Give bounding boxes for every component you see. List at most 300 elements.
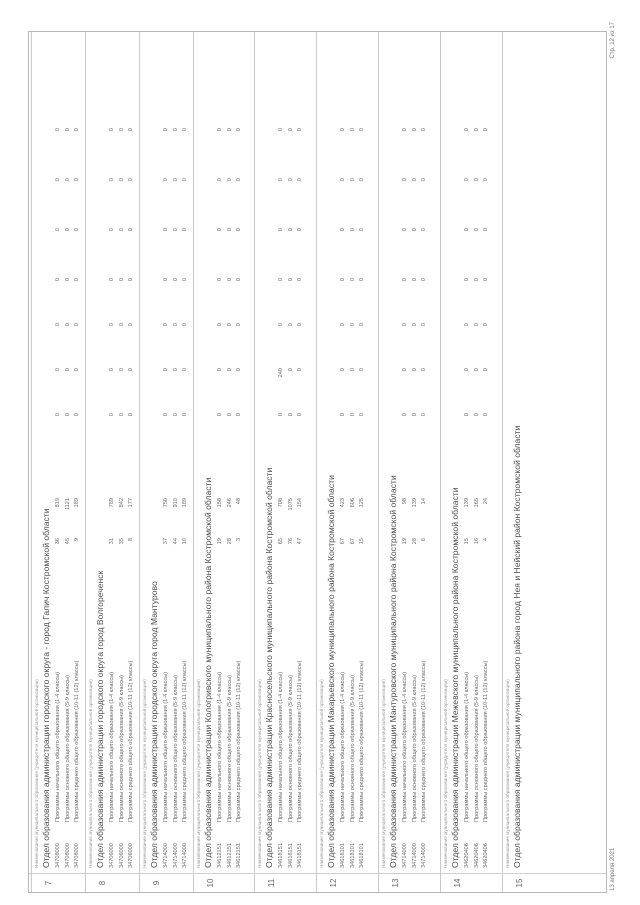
row-value: 0 xyxy=(278,178,284,182)
row-program: Программы основного общего образования (5-9 классы) xyxy=(349,675,356,822)
row-program: Программы начального общего образования (1-4 классы) xyxy=(278,671,284,822)
row-program: Программы среднего общего образования (10-11 (12) классы) xyxy=(182,660,188,822)
row-code: 34618151 xyxy=(297,843,303,868)
table-row xyxy=(119,38,128,868)
row-value: 0 xyxy=(182,278,188,282)
row-code: 34706000 xyxy=(109,843,115,868)
row-value: 0 xyxy=(236,368,242,372)
row-code: 34620406 xyxy=(483,843,489,868)
row-value: 0 xyxy=(402,278,408,282)
row-value: 0 xyxy=(359,413,365,417)
row-value: 0 xyxy=(64,178,71,182)
row-program: Программы начального общего образования (1-4 классы) xyxy=(340,671,346,822)
row-value: 0 xyxy=(64,228,71,232)
section-title: Отдел образования администрации городского округа город Мантурово xyxy=(149,581,159,868)
row-value: 0 xyxy=(128,128,134,132)
section-13 xyxy=(378,32,441,892)
row-value: 67 xyxy=(349,538,356,545)
row-value: 158 xyxy=(217,498,223,508)
row-value: 0 xyxy=(226,368,233,372)
row-program: Программы начального общего образования (1-4 классы) xyxy=(464,671,470,822)
row-value: 0 xyxy=(109,228,115,232)
row-value: 28 xyxy=(226,538,233,545)
row-value: 0 xyxy=(349,128,356,132)
table-row xyxy=(297,38,306,868)
row-value: 0 xyxy=(109,128,115,132)
row-value: 0 xyxy=(118,413,125,417)
row-value: 0 xyxy=(340,178,346,182)
section-9 xyxy=(139,32,194,892)
row-value: 0 xyxy=(172,368,179,372)
row-value: 0 xyxy=(473,128,480,132)
table-row xyxy=(464,38,473,868)
row-value: 0 xyxy=(236,323,242,327)
row-value: 47 xyxy=(297,538,303,545)
row-value: 0 xyxy=(483,368,489,372)
row-program: Программы основного общего образования (5-9 классы) xyxy=(411,675,418,822)
row-value: 0 xyxy=(411,178,418,182)
row-value: 0 xyxy=(55,368,61,372)
row-value: 0 xyxy=(74,178,80,182)
section-10 xyxy=(193,32,255,892)
section-title: Отдел образования администрации Кологривского муниципального района Костромской области xyxy=(203,477,213,868)
row-value: 0 xyxy=(55,278,61,282)
section-number: 10 xyxy=(206,878,215,888)
table-row xyxy=(109,38,118,868)
row-value: 0 xyxy=(287,368,294,372)
section-subtitle: Наименование муниципального образования (учредителя муниципальной организации) xyxy=(142,679,147,868)
row-value: 0 xyxy=(118,228,125,232)
row-value: 0 xyxy=(74,128,80,132)
row-value: 0 xyxy=(236,413,242,417)
row-value: 0 xyxy=(217,323,223,327)
row-value: 0 xyxy=(163,128,169,132)
row-value: 0 xyxy=(182,228,188,232)
row-value: 910 xyxy=(172,498,179,508)
row-value: 0 xyxy=(182,413,188,417)
row-value: 0 xyxy=(172,413,179,417)
section-11 xyxy=(254,32,317,892)
row-value: 0 xyxy=(128,368,134,372)
row-value: 139 xyxy=(464,498,470,508)
section-subtitle: Наименование муниципального образования (учредителя муниципальной организации) xyxy=(257,679,262,868)
row-value: 0 xyxy=(402,368,408,372)
row-value: 0 xyxy=(359,128,365,132)
row-value: 0 xyxy=(297,128,303,132)
row-value: 9 xyxy=(74,538,80,542)
row-value: 0 xyxy=(172,278,179,282)
row-value: 240 xyxy=(278,368,284,378)
row-value: 1075 xyxy=(287,498,294,511)
row-value: 6 xyxy=(421,538,427,542)
row-code: 34708000 xyxy=(55,843,61,868)
row-value: 246 xyxy=(226,498,233,508)
row-value: 0 xyxy=(226,228,233,232)
row-value: 0 xyxy=(421,128,427,132)
row-code: 34618151 xyxy=(287,843,294,868)
row-program: Программы среднего общего образования (10-11 (12) классы) xyxy=(483,660,489,822)
row-value: 0 xyxy=(55,178,61,182)
row-value: 0 xyxy=(297,278,303,282)
section-subtitle: Наименование муниципального образования (учредителя муниципальной организации) xyxy=(319,679,324,868)
row-program: Программы основного общего образования (5-9 классы) xyxy=(226,675,233,822)
row-value: 0 xyxy=(236,278,242,282)
table-row xyxy=(227,38,236,868)
row-value: 0 xyxy=(226,278,233,282)
table-row xyxy=(182,38,191,868)
row-value: 0 xyxy=(464,128,470,132)
row-value: 0 xyxy=(402,228,408,232)
row-code: 34620406 xyxy=(473,843,480,868)
section-subtitle: Наименование муниципального образования (учредителя муниципальной организации) xyxy=(443,679,448,868)
row-value: 0 xyxy=(74,368,80,372)
row-value: 0 xyxy=(473,178,480,182)
row-value: 0 xyxy=(278,323,284,327)
row-code: 34618101 xyxy=(340,843,346,868)
row-value: 0 xyxy=(421,278,427,282)
table-row xyxy=(278,38,287,868)
row-value: 0 xyxy=(287,178,294,182)
row-value: 15 xyxy=(359,538,365,545)
row-value: 0 xyxy=(411,278,418,282)
row-value: 0 xyxy=(163,368,169,372)
row-value: 0 xyxy=(128,228,134,232)
table-row xyxy=(402,38,411,868)
row-program: Программы основного общего образования (5-9 классы) xyxy=(473,675,480,822)
row-value: 3 xyxy=(236,538,242,542)
row-program: Программы среднего общего образования (10-11 (12) классы) xyxy=(297,660,303,822)
row-program: Программы среднего общего образования (10-11 (12) классы) xyxy=(128,660,134,822)
row-value: 48 xyxy=(236,498,242,505)
row-value: 0 xyxy=(118,278,125,282)
row-value: 65 xyxy=(278,538,284,545)
row-value: 36 xyxy=(55,538,61,545)
row-value: 0 xyxy=(349,228,356,232)
row-value: 0 xyxy=(359,178,365,182)
row-value: 0 xyxy=(55,413,61,417)
row-value: 750 xyxy=(163,498,169,508)
row-value: 0 xyxy=(359,368,365,372)
row-code: 34714000 xyxy=(172,843,179,868)
row-value: 0 xyxy=(109,278,115,282)
row-value: 708 xyxy=(278,498,284,508)
row-value: 0 xyxy=(172,128,179,132)
row-value: 0 xyxy=(464,178,470,182)
row-value: 16 xyxy=(473,538,480,545)
row-value: 0 xyxy=(74,323,80,327)
table-row xyxy=(483,38,492,868)
row-value: 0 xyxy=(340,128,346,132)
row-value: 0 xyxy=(340,323,346,327)
row-value: 0 xyxy=(359,278,365,282)
row-value: 0 xyxy=(421,368,427,372)
row-value: 4 xyxy=(483,538,489,542)
row-program: Программы начального общего образования (1-4 классы) xyxy=(55,671,61,822)
row-value: 0 xyxy=(278,413,284,417)
row-value: 0 xyxy=(217,413,223,417)
row-value: 139 xyxy=(411,498,418,508)
row-value: 35 xyxy=(118,538,125,545)
table-row xyxy=(217,38,226,868)
row-value: 0 xyxy=(217,368,223,372)
row-value: 0 xyxy=(217,128,223,132)
row-program: Программы основного общего образования (5-9 классы) xyxy=(172,675,179,822)
row-program: Программы начального общего образования (1-4 классы) xyxy=(402,671,408,822)
row-code: 34708000 xyxy=(64,843,71,868)
row-value: 0 xyxy=(172,323,179,327)
table-row xyxy=(474,38,483,868)
row-value: 0 xyxy=(297,178,303,182)
section-number: 12 xyxy=(329,878,338,888)
row-code: 34618101 xyxy=(349,843,356,868)
row-value: 177 xyxy=(128,498,134,508)
row-code: 34618151 xyxy=(278,843,284,868)
row-value: 0 xyxy=(109,368,115,372)
row-value: 0 xyxy=(402,413,408,417)
row-program: Программы среднего общего образования (10-11 (12) классы) xyxy=(421,660,427,822)
row-value: 0 xyxy=(464,278,470,282)
row-code: 34620406 xyxy=(464,843,470,868)
row-value: 0 xyxy=(402,178,408,182)
section-number: 11 xyxy=(267,878,276,888)
row-value: 0 xyxy=(109,413,115,417)
row-value: 125 xyxy=(359,498,365,508)
row-value: 44 xyxy=(172,538,179,545)
row-value: 8 xyxy=(128,538,134,542)
row-code: 34714000 xyxy=(163,843,169,868)
table-row xyxy=(412,38,421,868)
row-value: 0 xyxy=(287,323,294,327)
row-value: 0 xyxy=(182,178,188,182)
row-value: 0 xyxy=(349,413,356,417)
row-value: 0 xyxy=(172,178,179,182)
row-value: 0 xyxy=(278,128,284,132)
row-value: 0 xyxy=(226,178,233,182)
row-value: 0 xyxy=(163,228,169,232)
row-value: 0 xyxy=(421,413,427,417)
row-program: Программы среднего общего образования (10-11 (12) классы) xyxy=(236,660,242,822)
row-value: 0 xyxy=(483,228,489,232)
table-row xyxy=(128,38,137,868)
row-value: 0 xyxy=(421,323,427,327)
row-value: 0 xyxy=(464,323,470,327)
row-value: 0 xyxy=(464,228,470,232)
row-value: 0 xyxy=(483,178,489,182)
row-value: 842 xyxy=(118,498,125,508)
row-value: 154 xyxy=(297,498,303,508)
row-value: 0 xyxy=(359,228,365,232)
row-program: Программы начального общего образования (1-4 классы) xyxy=(217,671,223,822)
row-value: 0 xyxy=(74,413,80,417)
row-code: 34714000 xyxy=(421,843,427,868)
row-value: 0 xyxy=(118,323,125,327)
row-value: 0 xyxy=(421,228,427,232)
row-value: 0 xyxy=(411,128,418,132)
row-value: 0 xyxy=(411,368,418,372)
row-program: Программы начального общего образования (1-4 классы) xyxy=(109,671,115,822)
footer-page-number: Стр. 12 из 17 xyxy=(610,22,616,59)
row-value: 0 xyxy=(64,128,71,132)
row-value: 0 xyxy=(340,228,346,232)
row-value: 0 xyxy=(349,178,356,182)
row-value: 0 xyxy=(109,178,115,182)
row-program: Программы основного общего образования (5-9 классы) xyxy=(64,675,71,822)
row-value: 0 xyxy=(74,278,80,282)
row-value: 0 xyxy=(287,278,294,282)
section-number: 9 xyxy=(152,880,161,886)
row-value: 0 xyxy=(64,413,71,417)
row-value: 0 xyxy=(340,368,346,372)
section-title: Отдел образования администрации Красносельского муниципального района Костромской области xyxy=(264,467,274,868)
row-value: 0 xyxy=(217,178,223,182)
row-code: 34612151 xyxy=(217,843,223,868)
row-value: 0 xyxy=(64,323,71,327)
row-value: 0 xyxy=(64,368,71,372)
row-value: 0 xyxy=(287,128,294,132)
row-code: 34706000 xyxy=(118,843,125,868)
row-code: 34714000 xyxy=(402,843,408,868)
row-value: 0 xyxy=(128,278,134,282)
table-row xyxy=(173,38,182,868)
table-row xyxy=(74,38,83,868)
row-value: 0 xyxy=(172,228,179,232)
row-value: 67 xyxy=(340,538,346,545)
row-program: Программы среднего общего образования (10-11 (12) классы) xyxy=(74,660,80,822)
row-value: 0 xyxy=(128,178,134,182)
row-value: 0 xyxy=(287,228,294,232)
row-value: 0 xyxy=(118,178,125,182)
row-value: 0 xyxy=(473,278,480,282)
row-program: Программы основного общего образования (5-9 классы) xyxy=(287,675,294,822)
row-value: 0 xyxy=(464,413,470,417)
row-value: 0 xyxy=(226,323,233,327)
row-value: 0 xyxy=(411,413,418,417)
table-row xyxy=(55,38,64,868)
row-value: 98 xyxy=(402,498,408,505)
row-value: 0 xyxy=(297,413,303,417)
section-title: Отдел образования администрации Макарьевского муниципального района Костромской области xyxy=(326,475,336,868)
row-value: 0 xyxy=(402,128,408,132)
table-row xyxy=(359,38,368,868)
row-value: 0 xyxy=(473,228,480,232)
row-value: 0 xyxy=(340,413,346,417)
row-value: 0 xyxy=(464,368,470,372)
row-program: Программы среднего общего образования (10-11 (12) классы) xyxy=(359,660,365,822)
row-value: 0 xyxy=(118,368,125,372)
row-value: 0 xyxy=(217,228,223,232)
row-value: 0 xyxy=(340,278,346,282)
section-title: Отдел образования администрации городского округа - город Галич Костромской области xyxy=(41,508,51,868)
section-title: Отдел образования администрации Межевского муниципального района Костромской области xyxy=(450,487,460,868)
row-value: 0 xyxy=(74,228,80,232)
row-code: 34714000 xyxy=(411,843,418,868)
row-value: 423 xyxy=(340,498,346,508)
table-row xyxy=(421,38,430,868)
row-value: 0 xyxy=(483,128,489,132)
row-value: 0 xyxy=(278,278,284,282)
row-value: 789 xyxy=(109,498,115,508)
section-12 xyxy=(316,32,379,892)
row-value: 0 xyxy=(236,178,242,182)
row-program: Программы основного общего образования (5-9 классы) xyxy=(118,675,125,822)
row-value: 0 xyxy=(297,228,303,232)
row-value: 0 xyxy=(226,128,233,132)
section-number: 7 xyxy=(44,880,53,886)
row-value: 0 xyxy=(55,228,61,232)
row-value: 0 xyxy=(473,368,480,372)
row-value: 0 xyxy=(297,368,303,372)
section-15 xyxy=(502,32,578,892)
row-value: 0 xyxy=(217,278,223,282)
row-value: 0 xyxy=(128,323,134,327)
row-value: 0 xyxy=(163,278,169,282)
row-code: 34708000 xyxy=(74,843,80,868)
row-value: 0 xyxy=(236,228,242,232)
row-value: 0 xyxy=(236,128,242,132)
table-row xyxy=(340,38,349,868)
section-14 xyxy=(440,32,503,892)
row-value: 0 xyxy=(483,323,489,327)
row-value: 189 xyxy=(182,498,188,508)
row-value: 189 xyxy=(74,498,80,508)
row-value: 0 xyxy=(55,128,61,132)
table-frame xyxy=(28,31,607,893)
row-value: 0 xyxy=(421,178,427,182)
section-title: Отдел образования администрации Мантуровского муниципального района Костромской области xyxy=(388,475,398,868)
table-row xyxy=(163,38,172,868)
row-value: 606 xyxy=(349,498,356,508)
row-value: 0 xyxy=(163,413,169,417)
section-subtitle: Наименование муниципального образования (учредителя муниципальной организации) xyxy=(381,679,386,868)
section-number: 13 xyxy=(391,878,400,888)
section-7 xyxy=(31,32,86,892)
section-number: 15 xyxy=(515,878,524,888)
section-subtitle: Наименование муниципального образования (учредителя муниципальной организации) xyxy=(196,679,201,868)
row-value: 28 xyxy=(411,538,418,545)
row-value: 0 xyxy=(128,413,134,417)
row-value: 0 xyxy=(349,368,356,372)
row-value: 165 xyxy=(473,498,480,508)
section-8 xyxy=(85,32,140,892)
row-value: 819 xyxy=(55,498,61,508)
table-row xyxy=(350,38,359,868)
row-value: 0 xyxy=(182,323,188,327)
section-subtitle: Наименование муниципального образования (учредителя муниципальной организации) xyxy=(34,679,39,868)
row-code: 34612151 xyxy=(226,843,233,868)
row-value: 0 xyxy=(118,128,125,132)
row-value: 14 xyxy=(421,498,427,505)
row-value: 24 xyxy=(483,498,489,505)
row-value: 0 xyxy=(55,323,61,327)
row-value: 0 xyxy=(483,413,489,417)
section-subtitle: Наименование муниципального образования (учредителя муниципальной организации) xyxy=(88,679,93,868)
row-value: 0 xyxy=(349,278,356,282)
table-row xyxy=(65,38,74,868)
row-value: 19 xyxy=(217,538,223,545)
row-value: 0 xyxy=(473,413,480,417)
row-code: 34618101 xyxy=(359,843,365,868)
row-value: 0 xyxy=(163,178,169,182)
row-value: 0 xyxy=(359,323,365,327)
row-value: 0 xyxy=(109,323,115,327)
row-value: 45 xyxy=(64,538,71,545)
section-title: Отдел образования администрации городского округа город Волгореченск xyxy=(95,570,105,868)
section-number: 8 xyxy=(98,880,107,886)
row-value: 0 xyxy=(411,323,418,327)
row-value: 0 xyxy=(64,278,71,282)
table-row xyxy=(236,38,245,868)
row-value: 0 xyxy=(182,368,188,372)
